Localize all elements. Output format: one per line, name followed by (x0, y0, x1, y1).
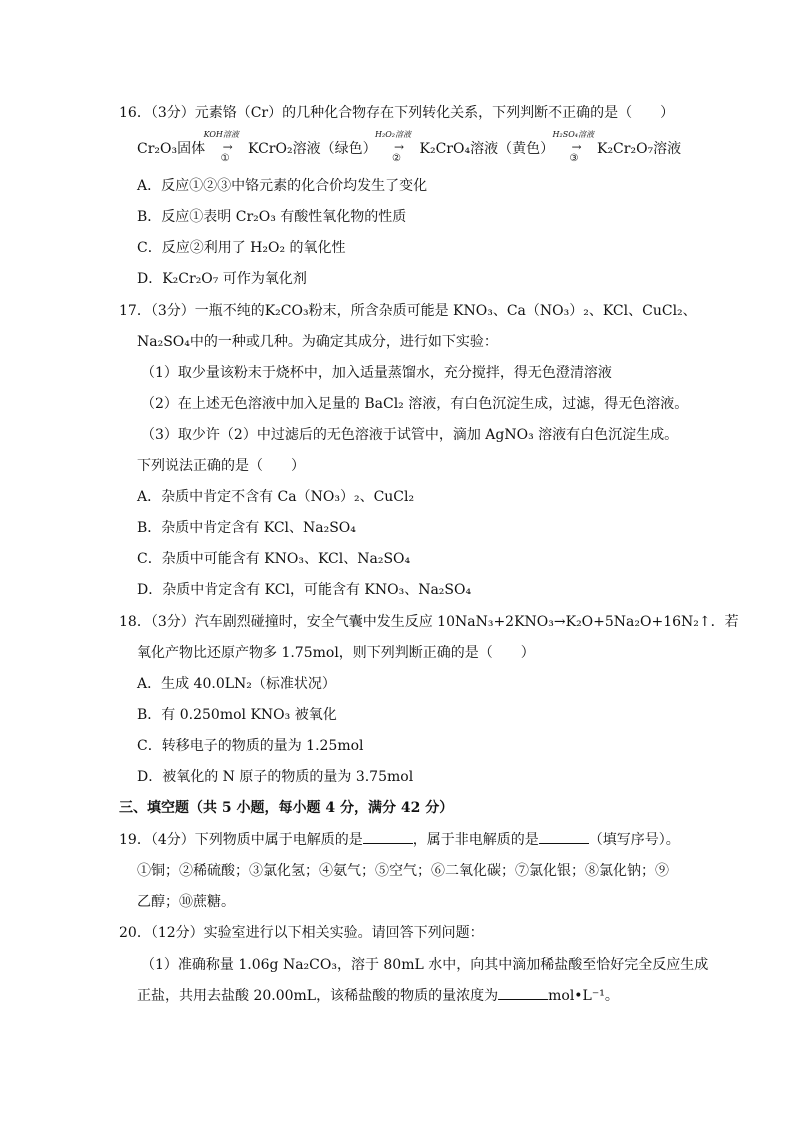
q17-stem-1: 17．（3分）一瓶不纯的K₂CO₃粉末，所含杂质可能是 KNO₃、Ca（NO₃）₂、KCl、CuCl₂、 (119, 303, 697, 319)
q17-option-b: B．杂质中肯定含有 KCl、Na₂SO₄ (137, 520, 356, 536)
reaction-arrow-1: KOH溶液 → ① (203, 130, 239, 164)
q17-option-d: D．杂质中肯定含有 KCl，可能含有 KNO₃、Na₂SO₄ (137, 582, 472, 598)
q17-step-2: （2）在上述无色溶液中加入足量的 BaCl₂ 溶液，有白色沉淀生成，过滤，得无色溶液。 (141, 396, 689, 412)
q18-stem-2: 氧化产物比还原产物多 1.75mol，则下列判断正确的是（ ） (137, 645, 535, 661)
reaction-arrow-2: H₂O₂溶液 → ② (375, 130, 411, 164)
q20-stem: 20．（12分）实验室进行以下相关实验。请回答下列问题： (119, 925, 484, 941)
answer-blank[interactable] (363, 831, 413, 844)
q19-list-1: ①铜；②稀硫酸；③氯化氢；④氨气；⑤空气；⑥二氧化碳；⑦氯化银；⑧氯化钠；⑨ (137, 863, 669, 879)
chain-species-4: K₂Cr₂O₇溶液 (596, 141, 682, 157)
section-heading: 三、填空题（共 5 小题，每小题 4 分，满分 42 分） (119, 800, 454, 816)
q19-stem: 19．（4分）下列物质中属于电解质的是 ，属于非电解质的是 （填写序号）。 (119, 832, 680, 848)
q17-stem-2: Na₂SO₄中的一种或几种。为确定其成分，进行如下实验： (137, 334, 498, 350)
answer-blank[interactable] (498, 987, 548, 1000)
q18-option-c: C．转移电子的物质的量为 1.25mol (137, 738, 364, 754)
q19-list-2: 乙醇；⑩蔗糖。 (137, 894, 235, 910)
q20-part1-b: 正盐，共用去盐酸 20.00mL，该稀盐酸的物质的量浓度为 mol•L⁻¹。 (137, 988, 619, 1004)
q17-step-3: （3）取少许（2）中过滤后的无色溶液于试管中，滴加 AgNO₃ 溶液有白色沉淀生成。 (141, 427, 679, 443)
q18-option-d: D．被氧化的 N 原子的物质的量为 3.75mol (137, 769, 414, 785)
q16-stem: 16．（3分）元素铬（Cr）的几种化合物存在下列转化关系，下列判断不正确的是（ ） (119, 105, 675, 121)
q17-ask: 下列说法正确的是（ ） (137, 458, 305, 474)
q18-stem-1: 18．（3分）汽车剧烈碰撞时，安全气囊中发生反应 10NaN₃+2KNO₃→K₂O+5Na₂O+16N₂↑．若 (119, 614, 739, 630)
q20-part1-a: （1）准确称量 1.06g Na₂CO₃，溶于 80mL 水中，向其中滴加稀盐酸至恰好完全反应生成 (141, 957, 709, 973)
q16-option-b: B．反应①表明 Cr₂O₃ 有酸性氧化物的性质 (137, 209, 407, 225)
q17-option-a: A．杂质中肯定不含有 Ca（NO₃）₂、CuCl₂ (137, 489, 415, 505)
chain-species-3: K₂CrO₄溶液（黄色） (419, 141, 555, 157)
q17-option-c: C．杂质中可能含有 KNO₃、KCl、Na₂SO₄ (137, 551, 411, 567)
q16-option-a: A．反应①②③中铬元素的化合价均发生了变化 (137, 178, 428, 194)
q17-step-1: （1）取少量该粉末于烧杯中，加入适量蒸馏水，充分搅拌，得无色澄清溶液 (141, 365, 612, 381)
chain-species-1: Cr₂O₃固体 (137, 141, 206, 157)
q16-chain (137, 130, 682, 164)
chain-species-2: KCrO₂溶液（绿色） (248, 141, 377, 157)
reaction-arrow-3: H₂SO₄溶液 → ③ (552, 130, 594, 164)
q16-option-c: C．反应②利用了 H₂O₂ 的氧化性 (137, 240, 346, 256)
q18-option-b: B．有 0.250mol KNO₃ 被氧化 (137, 707, 337, 723)
q16-option-d: D．K₂Cr₂O₇ 可作为氧化剂 (137, 271, 307, 287)
q18-option-a: A．生成 40.0LN₂（标准状况） (137, 676, 336, 692)
answer-blank[interactable] (539, 831, 589, 844)
